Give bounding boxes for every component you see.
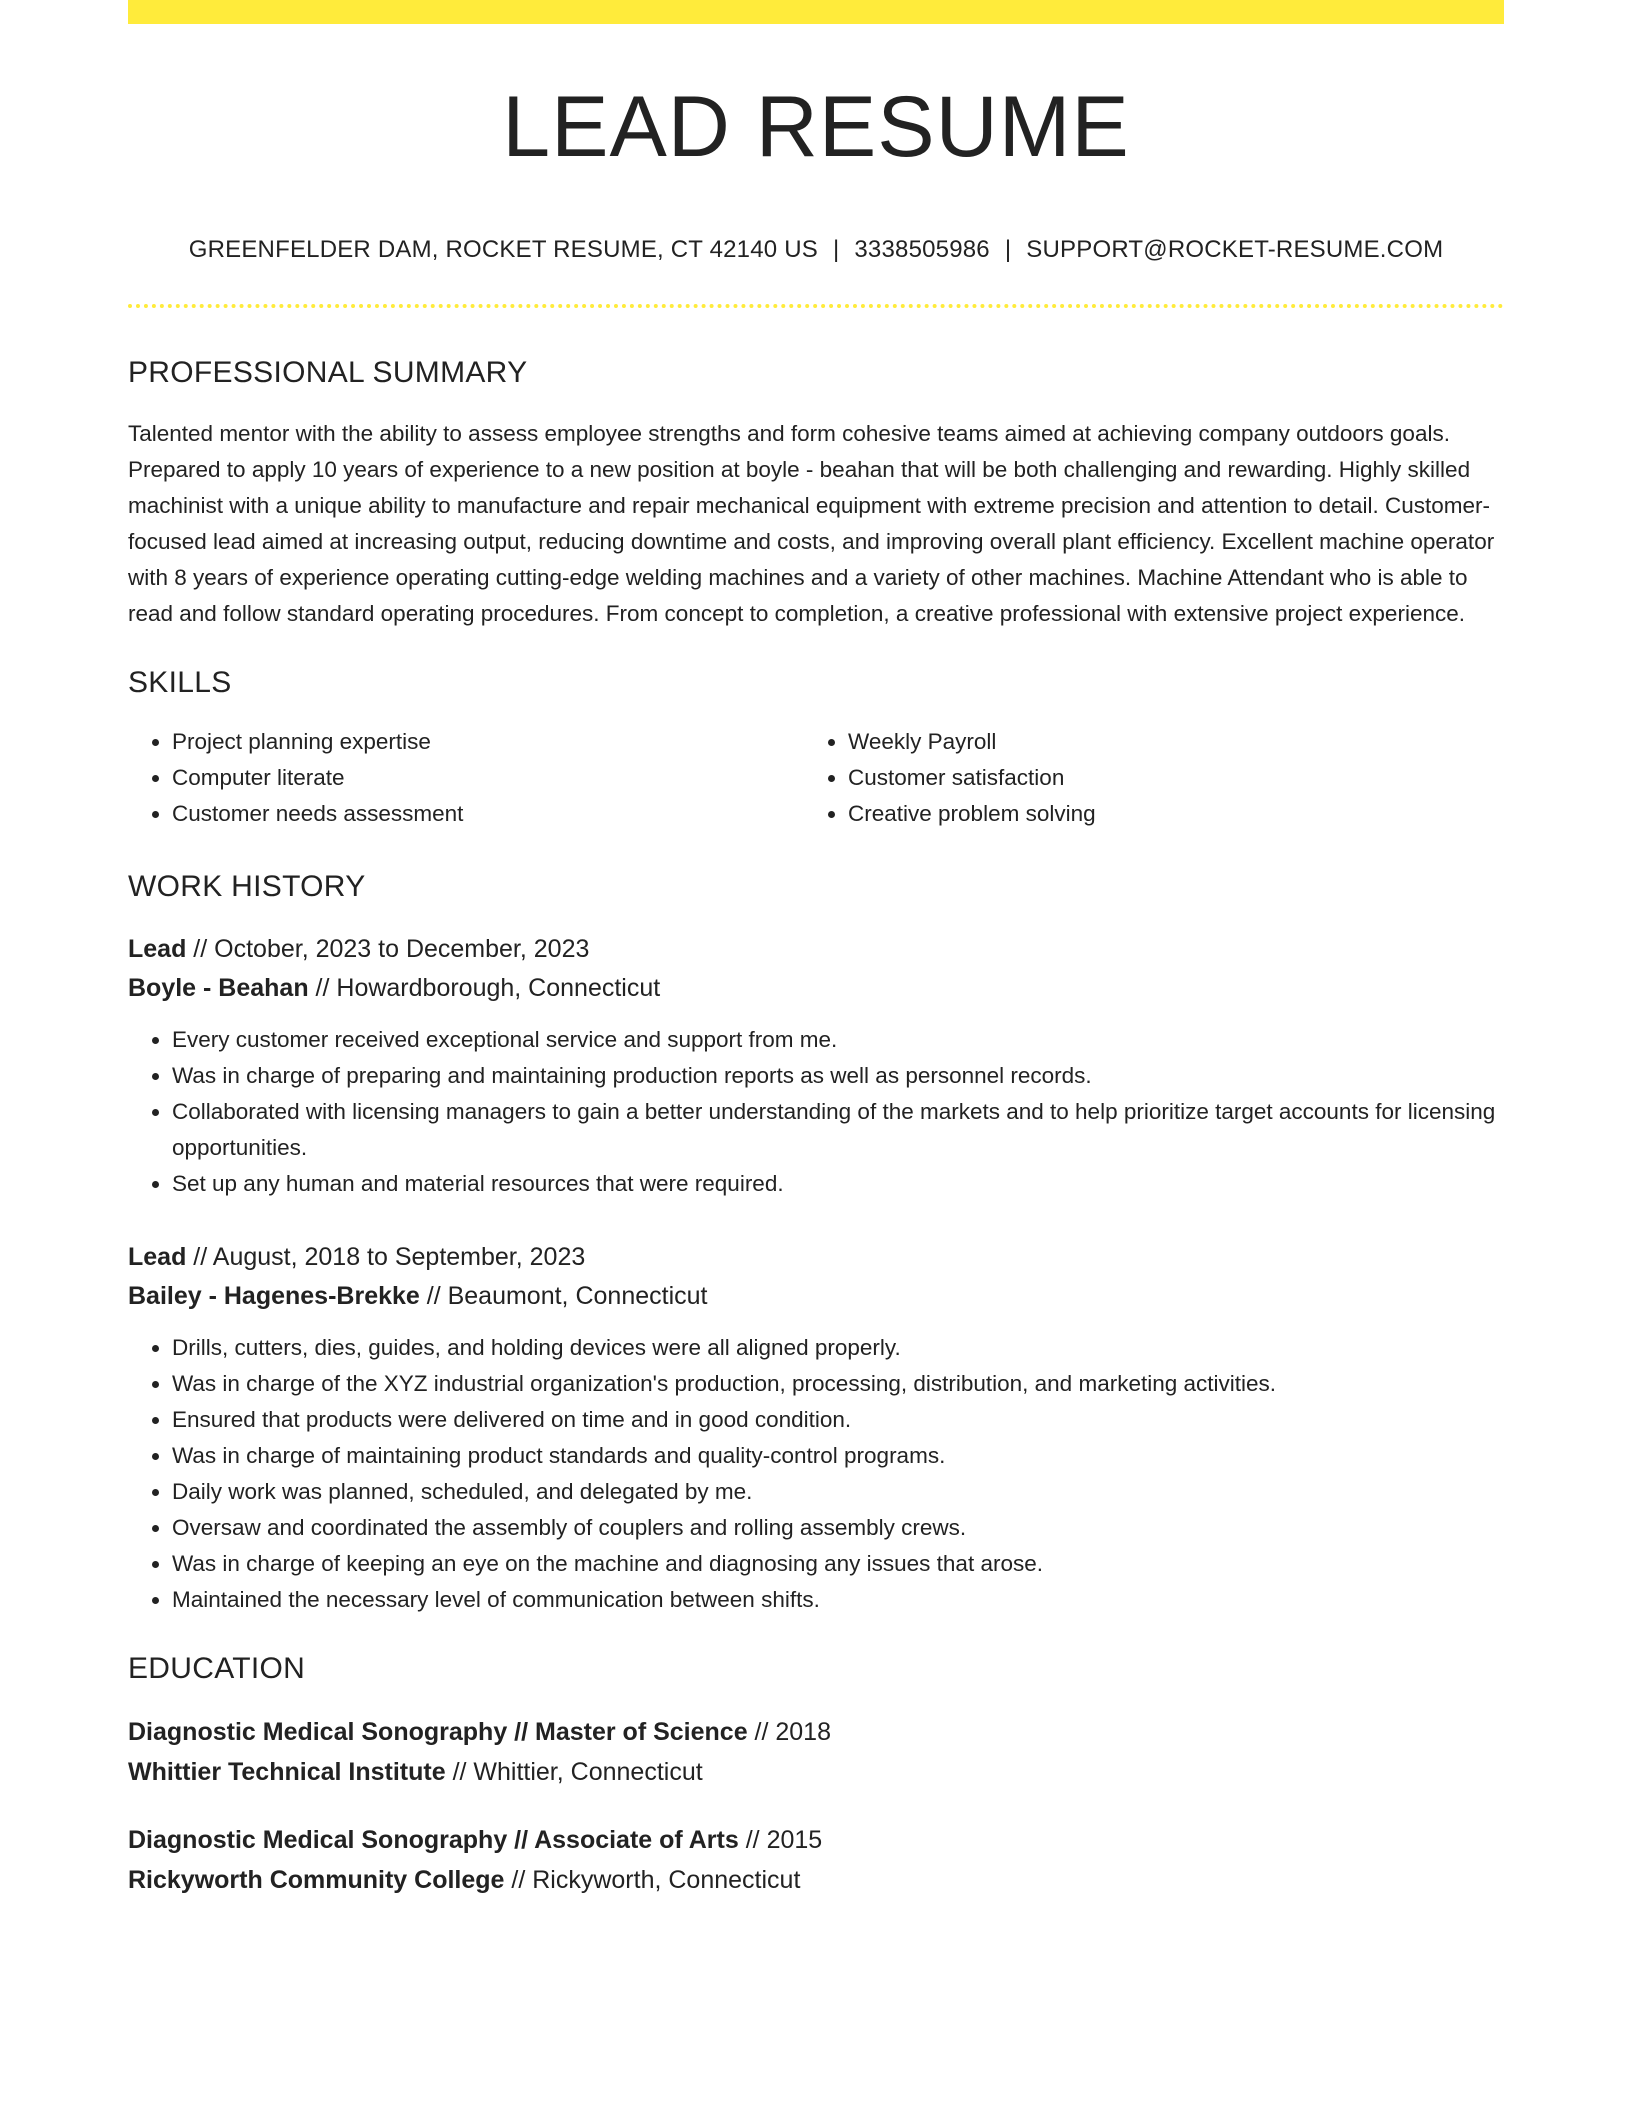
resume-name: LEAD RESUME bbox=[502, 79, 1130, 175]
job-bullet: • Was in charge of keeping an eye on the machine and diagnosing any issues that arose. bbox=[172, 1546, 1504, 1582]
education-heading: EDUCATION bbox=[128, 1652, 306, 1685]
job-title: Lead bbox=[128, 1243, 187, 1271]
contact-separator: | bbox=[1004, 236, 1012, 263]
education-degree: Diagnostic Medical Sonography // Master of Science bbox=[128, 1718, 748, 1746]
job-entry bbox=[128, 930, 1504, 1202]
education-location: // Whittier, Connecticut bbox=[445, 1758, 703, 1786]
education-entry bbox=[128, 1820, 1504, 1900]
job-company-line bbox=[128, 969, 1504, 1008]
skills-grid bbox=[128, 724, 1504, 832]
education-entry bbox=[128, 1712, 1504, 1792]
job-bullets bbox=[128, 1330, 1504, 1618]
contact-email: SUPPORT@ROCKET-RESUME.COM bbox=[1026, 236, 1444, 263]
education-location: // Rickyworth, Connecticut bbox=[504, 1866, 801, 1894]
job-location: // Howardborough, Connecticut bbox=[308, 974, 661, 1002]
dotted-divider bbox=[128, 304, 1504, 308]
job-company: Boyle - Beahan bbox=[128, 974, 309, 1002]
summary-heading: PROFESSIONAL SUMMARY bbox=[128, 356, 528, 389]
education-year: // 2015 bbox=[738, 1826, 823, 1854]
job-bullets bbox=[128, 1022, 1504, 1202]
job-dates: // October, 2023 to December, 2023 bbox=[186, 935, 590, 963]
job-dates: // August, 2018 to September, 2023 bbox=[186, 1243, 586, 1271]
accent-top-bar bbox=[128, 0, 1504, 24]
skill-item: • Project planning expertise bbox=[172, 724, 804, 760]
job-bullet: • Maintained the necessary level of communication between shifts. bbox=[172, 1582, 1504, 1618]
job-bullet: • Was in charge of preparing and maintaining production reports as well as personnel records. bbox=[172, 1058, 1504, 1094]
job-bullet: • Set up any human and material resources that were required. bbox=[172, 1166, 1504, 1202]
contact-phone: 3338505986 bbox=[854, 236, 990, 263]
job-title: Lead bbox=[128, 935, 187, 963]
skill-item: • Creative problem solving bbox=[848, 796, 1480, 832]
skill-item: • Customer satisfaction bbox=[848, 760, 1480, 796]
contact-line bbox=[128, 236, 1504, 264]
education-school: Rickyworth Community College bbox=[128, 1866, 505, 1894]
job-title-line bbox=[128, 930, 1504, 969]
job-title-line bbox=[128, 1238, 1504, 1277]
resume-page bbox=[128, 0, 1504, 1900]
job-bullet: • Drills, cutters, dies, guides, and holding devices were all aligned properly. bbox=[172, 1330, 1504, 1366]
job-bullet: • Daily work was planned, scheduled, and delegated by me. bbox=[172, 1474, 1504, 1510]
contact-address: GREENFELDER DAM, ROCKET RESUME, CT 42140 US bbox=[188, 236, 818, 263]
job-bullet: • Was in charge of the XYZ industrial organization's production, processing, distribution, and marketing activities. bbox=[172, 1366, 1504, 1402]
job-bullet: • Every customer received exceptional service and support from me. bbox=[172, 1022, 1504, 1058]
job-company-line bbox=[128, 1277, 1504, 1316]
job-bullet: • Oversaw and coordinated the assembly of couplers and rolling assembly crews. bbox=[172, 1510, 1504, 1546]
education-school: Whittier Technical Institute bbox=[128, 1758, 446, 1786]
job-bullet: • Ensured that products were delivered on time and in good condition. bbox=[172, 1402, 1504, 1438]
education-degree-line bbox=[128, 1712, 1504, 1752]
job-bullet: • Collaborated with licensing managers to gain a better understanding of the markets and to help prioritize target accounts for licensing opportunities. bbox=[172, 1094, 1504, 1166]
education-school-line bbox=[128, 1860, 1504, 1900]
skill-item: • Weekly Payroll bbox=[848, 724, 1480, 760]
job-company: Bailey - Hagenes-Brekke bbox=[128, 1282, 420, 1310]
job-location: // Beaumont, Connecticut bbox=[419, 1282, 708, 1310]
education-year: // 2018 bbox=[747, 1718, 831, 1746]
skill-item: • Customer needs assessment bbox=[172, 796, 804, 832]
education-degree: Diagnostic Medical Sonography // Associate of Arts bbox=[128, 1826, 739, 1854]
skill-item: • Computer literate bbox=[172, 760, 804, 796]
education-school-line bbox=[128, 1752, 1504, 1792]
contact-separator: | bbox=[832, 236, 840, 263]
education-degree-line bbox=[128, 1820, 1504, 1860]
job-entry bbox=[128, 1238, 1504, 1618]
job-bullet: • Was in charge of maintaining product standards and quality-control programs. bbox=[172, 1438, 1504, 1474]
skills-column-left bbox=[128, 724, 804, 832]
work-history-heading: WORK HISTORY bbox=[128, 870, 366, 903]
summary-text: Talented mentor with the ability to assess employee strengths and form cohesive teams aimed at achieving company outdoors goals. Prepared to apply 10 years of experience to a new position at boyle - beahan that will be both challenging and rewarding. Highly skilled machinist with a unique ability to manufacture and repair mechanical equipment with extreme precision and attention to detail. Customer-focused lead aimed at increasing output, reducing downtime and costs, and improving overall plant efficiency. Excellent machine operator with 8 years of experience operating cutting-edge welding machines and a variety of other machines. Machine Attendant who is able to read and follow standard operating procedures. From concept to completion, a creative professional with extensive project experience. bbox=[128, 421, 1495, 626]
skills-heading: SKILLS bbox=[128, 666, 232, 699]
skills-column-right bbox=[804, 724, 1480, 832]
